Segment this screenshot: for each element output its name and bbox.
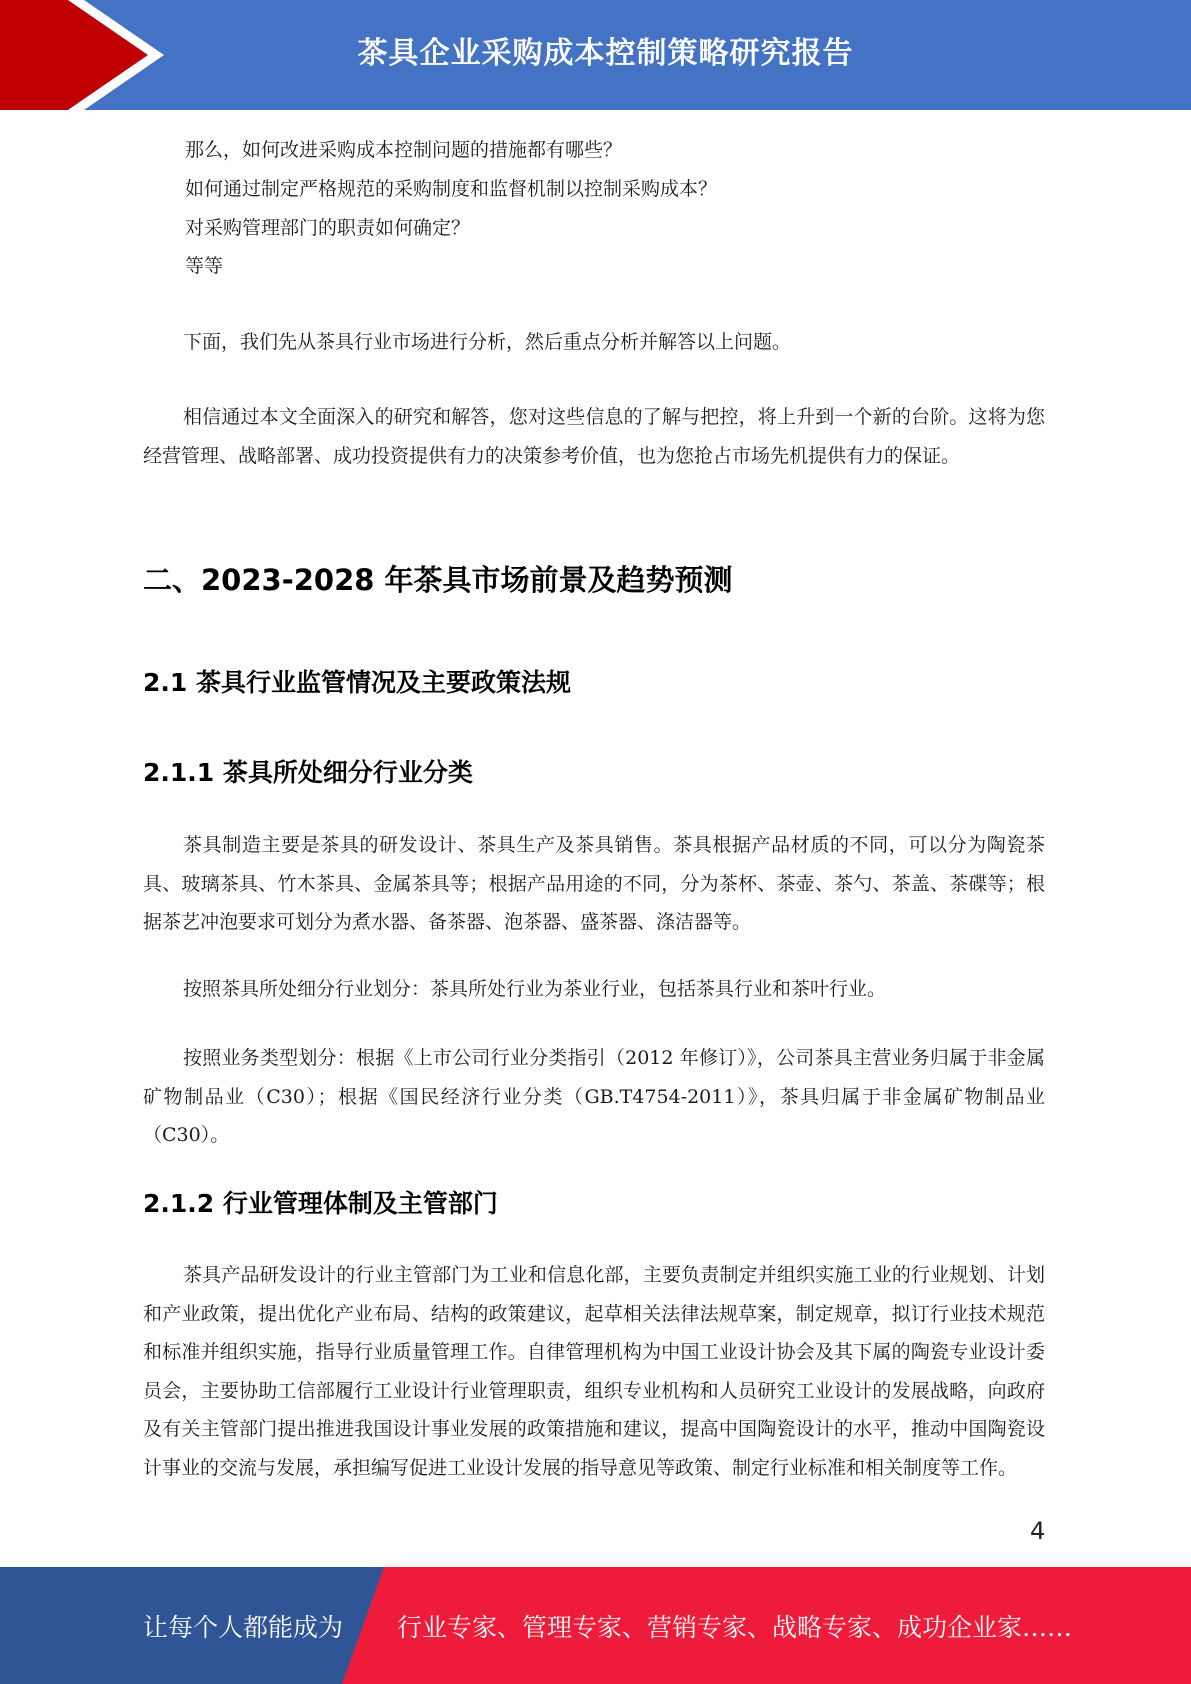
page-header <box>0 0 1191 110</box>
section-heading-2: 二、2023-2028 年茶具市场前景及趋势预测 <box>143 563 733 597</box>
paragraph-classification: 茶具制造主要是茶具的研发设计、茶具生产及茶具销售。茶具根据产品材质的不同，可以分为陶瓷茶具、玻璃茶具、竹木茶具、金属茶具等；根据产品用途的不同，分为茶杯、茶壶、茶勺、茶盖、茶碟等；根据茶艺冲泡要求可划分为煮水器、备茶器、泡茶器、盛茶器、涤洁器等。 <box>143 834 1045 933</box>
paragraph-value-statement: 相信通过本文全面深入的研究和解答，您对这些信息的了解与把控，将上升到一个新的台阶。这将为您经营管理、战略部署、成功投资提供有力的决策参考价值，也为您抢占市场先机提供有力的保证。 <box>143 406 1045 467</box>
footer-slogan-right: 行业专家、管理专家、营销专家、战略专家、成功企业家…… <box>397 1613 1073 1642</box>
intro-question-4: 等等 <box>185 255 224 277</box>
subsection-heading-2-1: 2.1 茶具行业监管情况及主要政策法规 <box>143 668 571 697</box>
intro-question-2: 如何通过制定严格规范的采购制度和监督机制以控制采购成本？ <box>185 178 718 200</box>
subsection-heading-2-1-2: 2.1.2 行业管理体制及主管部门 <box>143 1189 498 1218</box>
footer-slogan-left: 让每个人都能成为 <box>143 1613 344 1642</box>
subsection-heading-2-1-1: 2.1.1 茶具所处细分行业分类 <box>143 758 473 787</box>
page-footer <box>0 1567 1191 1684</box>
intro-question-1: 那么，如何改进采购成本控制问题的措施都有哪些？ <box>185 139 623 161</box>
paragraph-regulatory-body: 茶具产品研发设计的行业主管部门为工业和信息化部，主要负责制定并组织实施工业的行业规划、计划和产业政策，提出优化产业布局、结构的政策建议，起草相关法律法规草案，制定规章，拟订行业技术规范和标准并组织实施，指导行业质量管理工作。自律管理机构为中国工业设计协会及其下属的陶瓷专业设计委员会，主要协助工信部履行工业设计行业管理职责，组织专业机构和人员研究工业设计的发展战略，向政府及有关主管部门提出推进我国设计事业发展的政策措施和建议，提高中国陶瓷设计的水平，推动中国陶瓷设计事业的交流与发展，承担编写促进工业设计发展的指导意见等政策、制定行业标准和相关制度等工作。 <box>143 1264 1045 1479</box>
paragraph-analysis-intro: 下面，我们先从茶具行业市场进行分析，然后重点分析并解答以上问题。 <box>183 331 792 353</box>
page-number: 4 <box>1030 1517 1046 1545</box>
paragraph-industry-division: 按照茶具所处细分行业划分：茶具所处行业为茶业行业，包括茶具行业和茶叶行业。 <box>183 978 887 1000</box>
report-title: 茶具企业采购成本控制策略研究报告 <box>357 36 854 71</box>
paragraph-business-type: 按照业务类型划分：根据《上市公司行业分类指引（2012 年修订）》，公司茶具主营业务归属于非金属矿物制品业（C30）；根据《国民经济行业分类（GB.T4754-2011）》，茶具归属于非金属矿物制品业（C30）。 <box>143 1047 1045 1146</box>
intro-question-3: 对采购管理部门的职责如何确定？ <box>185 217 471 239</box>
